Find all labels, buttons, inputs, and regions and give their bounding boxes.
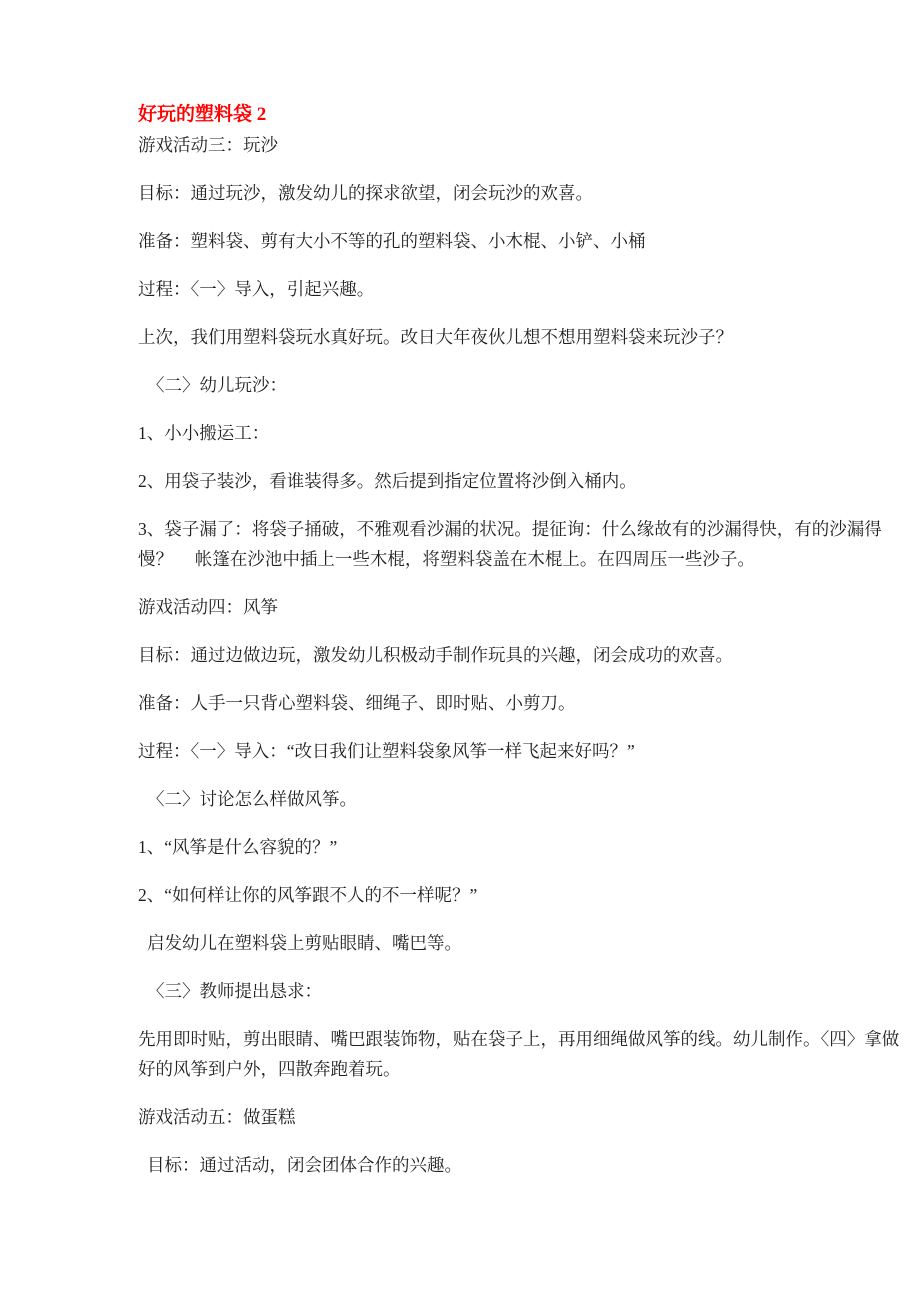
paragraph-activity3-process-step1: 过程：〈一〉导入，引起兴趣。 xyxy=(138,279,375,299)
paragraph-activity3-preparation: 准备：塑料袋、剪有大小不等的孔的塑料袋、小木棍、小铲、小桶 xyxy=(138,231,646,251)
document-title: 好玩的塑料袋 2 xyxy=(138,104,267,125)
paragraph-activity5-goal: 目标：通过活动，闭会团体合作的兴趣。 xyxy=(147,1155,462,1175)
paragraph-activity4-heading: 游戏活动四：风筝 xyxy=(138,597,278,617)
paragraph-activity3-goal: 目标：通过玩沙，激发幼儿的探求欲望，闭会玩沙的欢喜。 xyxy=(138,183,593,203)
paragraph-activity4-preparation: 准备：人手一只背心塑料袋、细绳子、即时贴、小剪刀。 xyxy=(138,693,576,713)
paragraph-activity3-intro-text: 上次，我们用塑料袋玩水真好玩。改日大年夜伙儿想不想用塑料袋来玩沙子？ xyxy=(138,327,733,347)
paragraph-activity3-item2: 2、用袋子装沙，看谁装得多。然后提到指定位置将沙倒入桶内。 xyxy=(138,471,637,491)
paragraph-activity4-process-step3: 〈三〉教师提出恳求： xyxy=(147,981,322,1001)
paragraph-activity3-heading: 游戏活动三：玩沙 xyxy=(138,135,278,155)
paragraph-activity3-process-step2: 〈二〉幼儿玩沙： xyxy=(147,375,287,395)
paragraph-activity4-process-step2: 〈二〉讨论怎么样做风筝。 xyxy=(147,789,357,809)
paragraph-activity4-making: 先用即时贴，剪出眼睛、嘴巴跟装饰物，贴在袋子上，再用细绳做风筝的线。幼儿制作。〈四〉拿做好的风筝到户外，四散奔跑着玩。 xyxy=(138,1029,900,1079)
paragraph-activity4-process-step1: 过程：〈一〉导入：“改日我们让塑料袋象风筝一样飞起来好吗？” xyxy=(138,741,635,761)
paragraph-activity4-question1: 1、“风筝是什么容貌的？” xyxy=(138,837,338,857)
paragraph-activity5-heading: 游戏活动五：做蛋糕 xyxy=(138,1107,296,1127)
paragraph-activity3-item1: 1、小小搬运工： xyxy=(138,423,270,443)
paragraph-activity4-question2: 2、“如何样让你的风筝跟不人的不一样呢？” xyxy=(138,885,478,905)
paragraph-activity3-item3: 3、袋子漏了：将袋子捅破，不雅观看沙漏的状况。提征询：什么缘故有的沙漏得快，有的沙漏得慢？ 帐篷在沙池中插上一些木棍，将塑料袋盖在木棍上。在四周压一些沙子。 xyxy=(138,519,882,569)
document-body xyxy=(138,100,900,1180)
paragraph-activity4-goal: 目标：通过边做边玩，激发幼儿积极动手制作玩具的兴趣，闭会成功的欢喜。 xyxy=(138,645,733,665)
paragraph-activity4-guidance: 启发幼儿在塑料袋上剪贴眼睛、嘴巴等。 xyxy=(147,933,462,953)
